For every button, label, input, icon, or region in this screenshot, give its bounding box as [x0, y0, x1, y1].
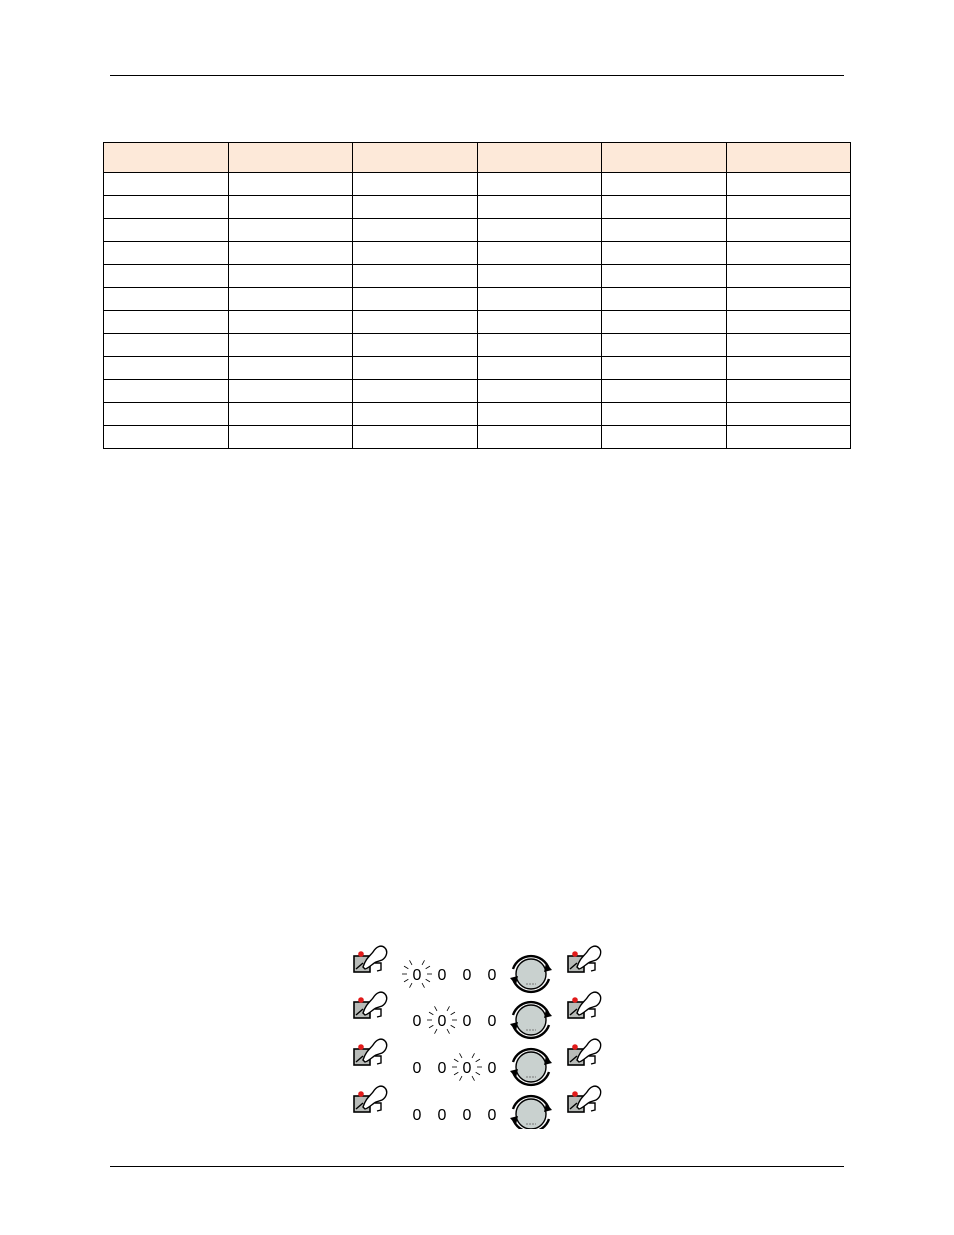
table-cell — [104, 196, 229, 219]
table-cell — [104, 426, 229, 449]
table-cell — [104, 357, 229, 380]
press-button-icon — [354, 1039, 387, 1065]
table-cell — [477, 219, 602, 242]
table-cell — [228, 242, 353, 265]
table-cell — [726, 426, 851, 449]
display-digit: 0 — [462, 1013, 472, 1030]
display-digit: 0 — [437, 967, 447, 984]
table-cell — [477, 173, 602, 196]
table-cell — [477, 242, 602, 265]
table-cell — [104, 288, 229, 311]
table-header-row — [104, 143, 851, 173]
rotary-knob-icon — [510, 956, 552, 992]
rotary-knob-icon — [510, 1096, 552, 1129]
press-button-icon — [354, 992, 387, 1018]
display-digit: 0 — [412, 1013, 422, 1030]
table-cell — [228, 380, 353, 403]
table-cell — [228, 173, 353, 196]
display-digit: 0 — [487, 1107, 497, 1124]
table-cell — [353, 242, 478, 265]
digit-entry-svg — [350, 944, 608, 1129]
table-cell — [353, 311, 478, 334]
table-cell — [726, 357, 851, 380]
table-cell — [353, 380, 478, 403]
table-cell — [228, 288, 353, 311]
table-cell — [353, 265, 478, 288]
table-cell — [104, 173, 229, 196]
table-header-cell — [726, 143, 851, 173]
display-digit: 0 — [462, 1060, 472, 1077]
display-digit: 0 — [462, 967, 472, 984]
rotary-knob-icon — [510, 1049, 552, 1085]
table-cell — [726, 311, 851, 334]
display-digit: 0 — [412, 1060, 422, 1077]
table-cell — [353, 403, 478, 426]
table-cell — [104, 403, 229, 426]
press-button-icon — [568, 1039, 601, 1065]
table-header-cell — [104, 143, 229, 173]
footer-rule — [110, 1166, 844, 1167]
table-cell — [104, 380, 229, 403]
display-digit: 0 — [487, 967, 497, 984]
display-digit: 0 — [487, 1013, 497, 1030]
table-cell — [353, 357, 478, 380]
table-cell — [726, 196, 851, 219]
table-row — [104, 288, 851, 311]
table-cell — [602, 265, 727, 288]
table-row — [104, 196, 851, 219]
table-cell — [104, 334, 229, 357]
table-cell — [104, 242, 229, 265]
table-cell — [477, 403, 602, 426]
table-cell — [353, 173, 478, 196]
table-row — [104, 242, 851, 265]
table-row — [104, 219, 851, 242]
table-cell — [477, 357, 602, 380]
table-cell — [602, 288, 727, 311]
table-row — [104, 403, 851, 426]
rotary-knob-icon — [510, 1002, 552, 1038]
press-button-icon — [354, 1086, 387, 1112]
table-cell — [726, 380, 851, 403]
table-cell — [353, 334, 478, 357]
table-cell — [353, 196, 478, 219]
table-header-cell — [353, 143, 478, 173]
display-digit: 0 — [437, 1013, 447, 1030]
table-row — [104, 380, 851, 403]
table-cell — [602, 311, 727, 334]
table-cell — [353, 426, 478, 449]
table-row — [104, 311, 851, 334]
table-cell — [726, 173, 851, 196]
table-cell — [477, 311, 602, 334]
table-cell — [477, 196, 602, 219]
press-button-icon — [568, 946, 601, 972]
table-cell — [228, 426, 353, 449]
header-rule — [110, 75, 844, 76]
table-row — [104, 426, 851, 449]
table-cell — [228, 311, 353, 334]
table-cell — [228, 219, 353, 242]
diagram-step — [354, 946, 601, 992]
display-digit: 0 — [437, 1060, 447, 1077]
table-cell — [228, 196, 353, 219]
table-cell — [602, 334, 727, 357]
display-digit: 0 — [487, 1060, 497, 1077]
table-cell — [726, 334, 851, 357]
press-button-icon — [354, 946, 387, 972]
table-cell — [602, 403, 727, 426]
table-row — [104, 265, 851, 288]
table-cell — [477, 426, 602, 449]
table-cell — [726, 242, 851, 265]
table-cell — [477, 265, 602, 288]
table-cell — [726, 403, 851, 426]
table-cell — [104, 219, 229, 242]
diagram-step — [354, 1039, 601, 1085]
table-cell — [353, 219, 478, 242]
press-button-icon — [568, 992, 601, 1018]
diagram-step — [354, 992, 601, 1038]
table-cell — [228, 357, 353, 380]
table-cell — [104, 311, 229, 334]
press-button-icon — [568, 1086, 601, 1112]
table-cell — [477, 380, 602, 403]
table-cell — [602, 357, 727, 380]
table-row — [104, 357, 851, 380]
display-digit: 0 — [412, 967, 422, 984]
table-header-cell — [477, 143, 602, 173]
table-cell — [602, 426, 727, 449]
table-cell — [602, 219, 727, 242]
table-cell — [602, 173, 727, 196]
display-digit: 0 — [437, 1107, 447, 1124]
diagram-step — [354, 1086, 601, 1129]
table-body — [104, 173, 851, 449]
table-row — [104, 334, 851, 357]
table-cell — [228, 403, 353, 426]
display-digit: 0 — [462, 1107, 472, 1124]
table-cell — [353, 288, 478, 311]
table-header-cell — [228, 143, 353, 173]
table-row — [104, 173, 851, 196]
digit-entry-diagram — [350, 944, 608, 1129]
table-cell — [602, 196, 727, 219]
table-cell — [726, 219, 851, 242]
table-cell — [228, 334, 353, 357]
table-cell — [477, 334, 602, 357]
table-cell — [104, 265, 229, 288]
table-cell — [228, 265, 353, 288]
table-cell — [602, 380, 727, 403]
data-table — [103, 142, 851, 449]
table-cell — [602, 242, 727, 265]
table-cell — [477, 288, 602, 311]
display-digit: 0 — [412, 1107, 422, 1124]
table-cell — [726, 288, 851, 311]
table-header-cell — [602, 143, 727, 173]
table-cell — [726, 265, 851, 288]
